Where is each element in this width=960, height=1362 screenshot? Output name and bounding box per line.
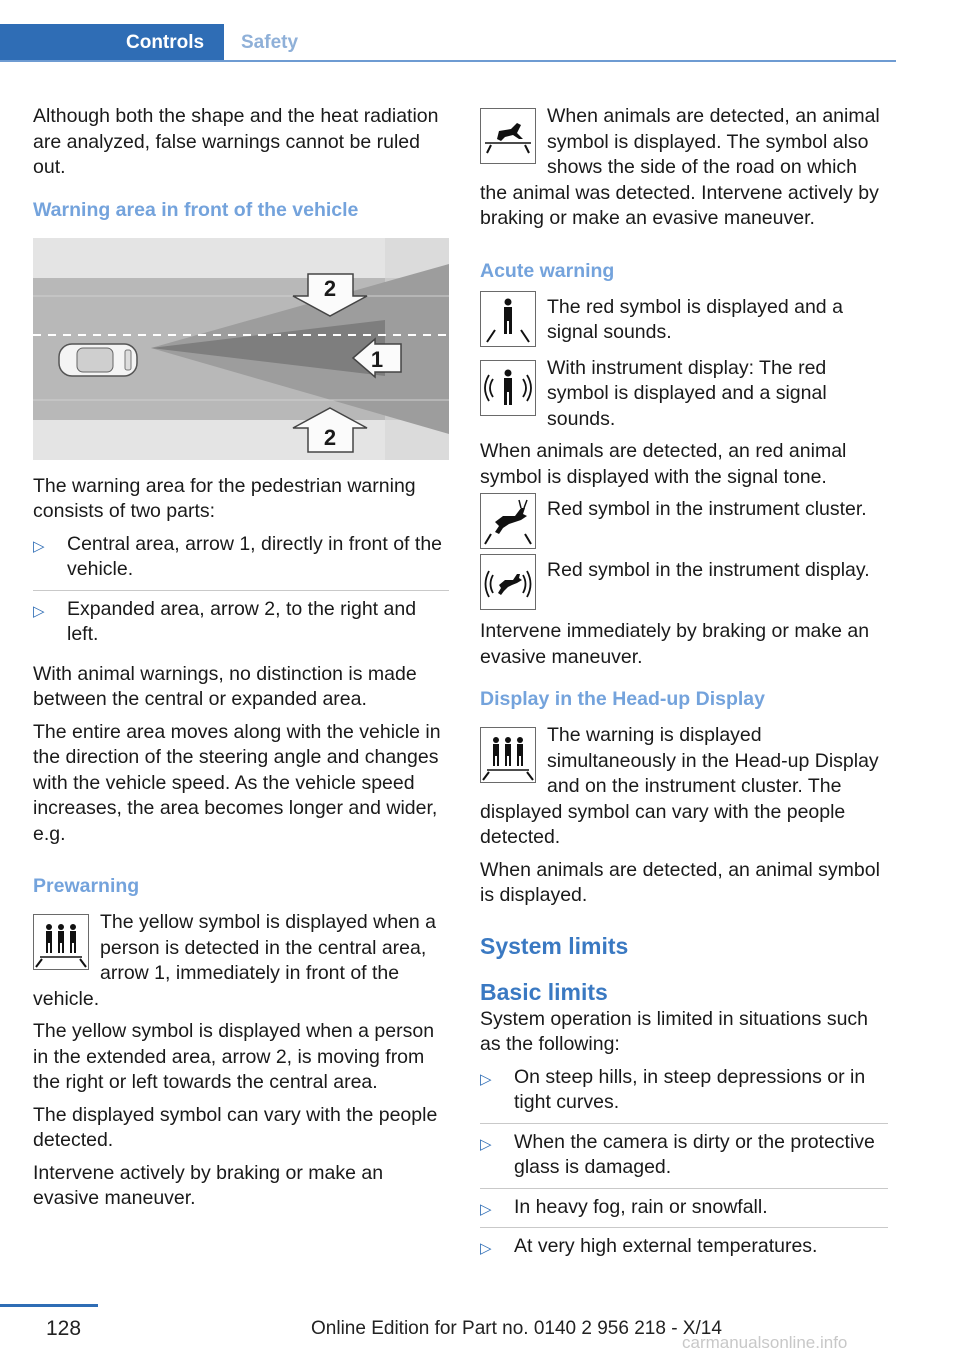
bullet-triangle-icon: ▷ <box>480 1200 492 1218</box>
deer-icon <box>480 493 536 549</box>
list-item: ▷ Expanded area, arrow 2, to the right and left. <box>33 597 417 645</box>
acute-text-2: With instrument display: The red symbol is displayed and a signal sounds. <box>547 356 827 430</box>
red-display-text: Red symbol in the instrument display. <box>547 559 870 581</box>
acute-block-2 <box>480 356 888 433</box>
animal-crossing-icon <box>480 108 536 164</box>
heading-warning-area: Warning area in front of the vehicle <box>33 198 359 221</box>
page-header <box>0 0 896 64</box>
paragraph-warning-parts: The warning area for the pedestrian warning consists of two parts: <box>33 474 416 522</box>
deer-signal-icon <box>480 554 536 610</box>
list-item: ▷ When the camera is dirty or the protective glass is damaged. <box>480 1130 888 1189</box>
red-display-block <box>480 558 888 612</box>
svg-text:2: 2 <box>323 275 337 301</box>
footer-rule <box>0 1304 98 1307</box>
animal-text: When animals are detected, an animal symbol is displayed. The symbol also shows the side of the road on which the animal was detected. Intervene actively by braking or make an evasive maneuver. <box>480 105 880 229</box>
paragraph-animal-warnings: With animal warnings, no distinction is made between the central or expanded area. <box>33 662 417 710</box>
people-group-icon <box>33 914 89 970</box>
heading-system-limits: System limits <box>480 932 629 959</box>
svg-text:1: 1 <box>370 346 384 372</box>
acute-block-1 <box>480 295 888 349</box>
bullet-triangle-icon: ▷ <box>480 1135 492 1153</box>
left-column <box>33 104 449 1219</box>
red-cluster-block <box>480 497 888 551</box>
bullet-triangle-icon: ▷ <box>33 537 45 555</box>
car-icon <box>59 344 137 376</box>
paragraph-animals-red: When animals are detected, an red animal symbol is displayed with the signal tone. <box>480 440 847 488</box>
bullet-triangle-icon: ▷ <box>480 1070 492 1088</box>
list-item: ▷ Central area, arrow 1, directly in front of the vehicle. <box>33 532 449 591</box>
hud-text: The warning is displayed simultaneously in the Head-up Display and on the instrument cluster. The displayed symbol can vary with the people detected. <box>480 724 879 848</box>
paragraph-extended-area: The yellow symbol is displayed when a person in the extended area, arrow 2, is moving from the right or left towards the central area. <box>33 1020 435 1093</box>
list-item: ▷ At very high external temperatures. <box>480 1234 888 1267</box>
heading-hud: Display in the Head-up Display <box>480 688 765 710</box>
pedestrian-icon <box>480 291 536 347</box>
animal-block <box>480 104 888 232</box>
heading-prewarning: Prewarning <box>33 875 140 897</box>
paragraph-hud-animals: When animals are detected, an animal symbol is displayed. <box>480 858 880 906</box>
paragraph-intervene: Intervene actively by braking or make an evasive maneuver. <box>33 1161 384 1209</box>
tab-controls[interactable]: Controls <box>0 24 224 62</box>
pedestrian-signal-icon <box>480 360 536 416</box>
prewarning-text: The yellow symbol is displayed when a person is detected in the central area, arrow 1, immediately in front of the vehicle. <box>33 911 436 1010</box>
warning-area-list <box>33 532 449 655</box>
paragraph-false-warnings: Although both the shape and the heat radiation are analyzed, false warnings cannot be ruled out. <box>33 105 439 178</box>
limits-list <box>480 1065 888 1267</box>
list-item: ▷ On steep hills, in steep depressions or in tight curves. <box>480 1065 888 1124</box>
heading-acute-warning: Acute warning <box>480 259 615 282</box>
prewarning-block <box>33 910 449 1012</box>
svg-text:2: 2 <box>323 424 337 450</box>
right-column <box>480 104 888 1274</box>
warning-area-figure <box>33 238 449 460</box>
paragraph-intervene-immediately: Intervene immediately by braking or make an evasive maneuver. <box>480 620 870 668</box>
edition-text: Online Edition for Part no. 0140 2 956 218 - X/14 <box>311 1318 722 1339</box>
acute-text-1: The red symbol is displayed and a signal sounds. <box>547 295 843 343</box>
bullet-triangle-icon: ▷ <box>480 1240 492 1257</box>
paragraph-basic-limits: System operation is limited in situations such as the following: <box>480 1007 869 1055</box>
list-item: ▷ In heavy fog, rain or snowfall. <box>480 1195 888 1229</box>
heading-basic-limits: Basic limits <box>480 978 608 1005</box>
watermark: carmanualsonline.info <box>682 1333 848 1352</box>
page-number: 128 <box>46 1317 82 1340</box>
people-group-icon <box>480 727 536 783</box>
tab-safety[interactable]: Safety <box>241 32 299 53</box>
hud-block <box>480 723 888 851</box>
paragraph-area-moves: The entire area moves along with the vehicle in the direction of the steering angle and changes with the vehicle speed. As the vehicle speed increases, the area becomes longer and wider, e.g. <box>33 720 441 845</box>
paragraph-symbol-varies: The displayed symbol can vary with the people detected. <box>33 1103 438 1151</box>
red-cluster-text: Red symbol in the instrument cluster. <box>547 498 867 520</box>
bullet-triangle-icon: ▷ <box>33 602 45 620</box>
header-rule <box>0 60 896 62</box>
